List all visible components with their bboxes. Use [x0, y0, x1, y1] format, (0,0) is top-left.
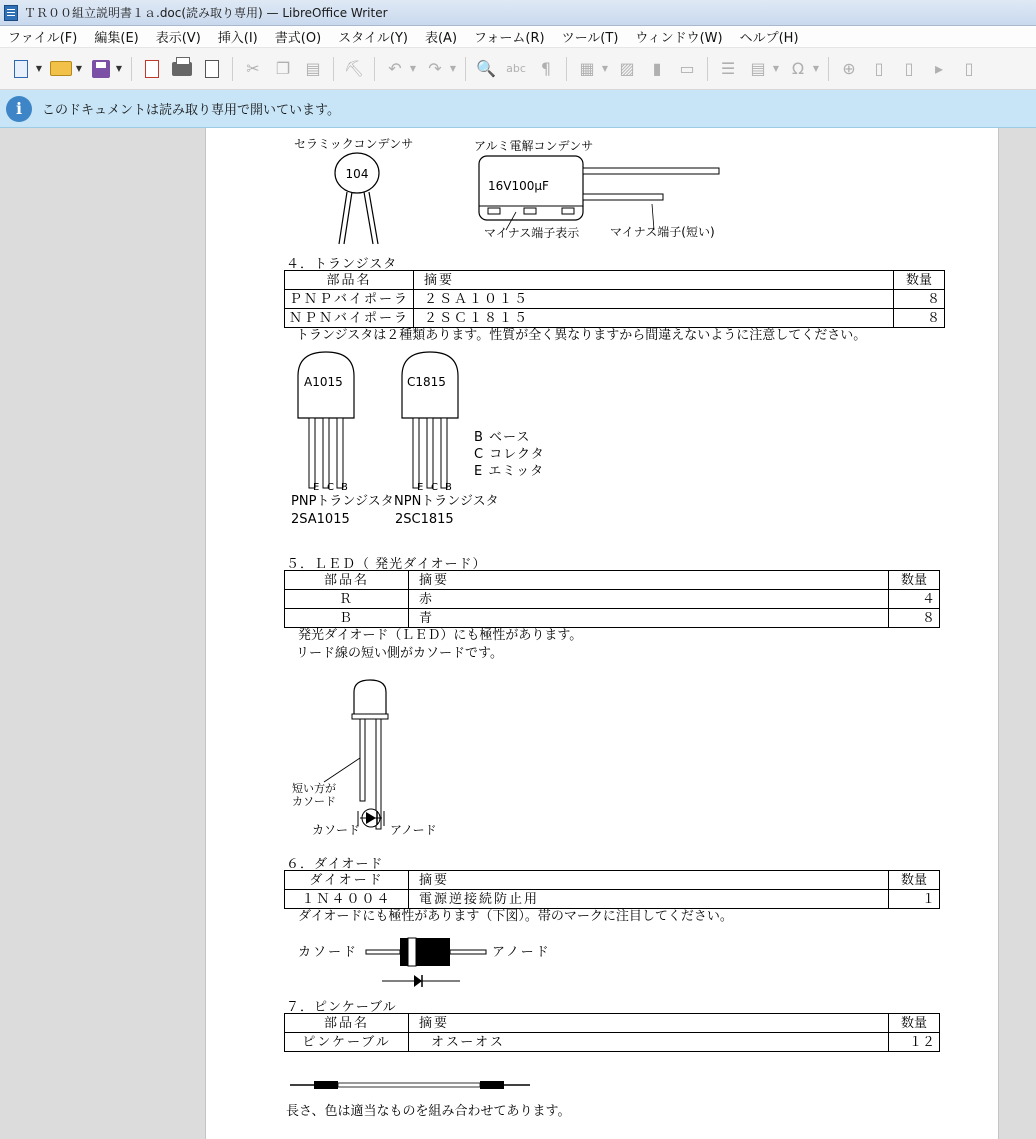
insert-page-break-icon[interactable]: ☰ [720, 59, 736, 78]
transistor-table [284, 270, 945, 328]
table-cell: １２ [889, 1033, 940, 1052]
insert-table-icon[interactable]: ▦ [579, 59, 595, 78]
undo-icon[interactable]: ↶ [388, 59, 402, 78]
table-header-row [285, 571, 940, 590]
export-pdf-icon[interactable] [141, 58, 163, 80]
table-header-cell: 摘要 [409, 1014, 889, 1033]
pin-cable-drawing [290, 1078, 534, 1092]
section6-heading: ６．ダイオード [286, 857, 384, 872]
table-header-cell: 部品名 [285, 571, 409, 590]
table-cell: １ [889, 890, 940, 909]
diode-note: ダイオードにも極性があります（下図）。帯のマークに注目してください。 [298, 909, 733, 924]
diode-cathode-label: カソード [298, 945, 359, 960]
spelling-icon[interactable]: abc [506, 62, 526, 75]
undo-dropdown-icon[interactable]: ▼ [409, 64, 417, 73]
menu-window[interactable]: ウィンドウ(W) [635, 31, 723, 46]
table-cell: ピンケーブル [285, 1033, 409, 1052]
menu-form[interactable]: フォーム(R) [474, 31, 545, 46]
section7-heading: ７．ピンケーブル [286, 1000, 397, 1015]
standard-toolbar [0, 48, 1036, 90]
electrolytic-capacitor-label: アルミ電解コンデンサ [474, 139, 594, 153]
menu-edit[interactable]: 編集(E) [94, 31, 139, 46]
find-replace-icon[interactable]: 🔍 [476, 59, 496, 78]
pin-legend-emitter: E エミッタ [474, 464, 545, 479]
npn-marking: C1815 [407, 375, 446, 389]
toolbar-separator [828, 57, 829, 81]
menu-help[interactable]: ヘルプ(H) [739, 31, 799, 46]
pin-letter: E [417, 482, 424, 493]
table-row [285, 290, 945, 309]
led-short-lead-label-1: 短い方が [292, 782, 336, 795]
table-header-cell: 摘要 [409, 871, 889, 890]
readonly-message: このドキュメントは読み取り専用で開いています。 [42, 103, 340, 118]
pin-letter: B [341, 482, 348, 493]
table-cell: オスーオス [409, 1033, 889, 1052]
npn-part-number: 2SC1815 [395, 512, 454, 527]
led-note-polarity: 発光ダイオード（ＬＥＤ）にも極性があります。 [298, 628, 583, 643]
toolbar-separator [232, 57, 233, 81]
paste-icon[interactable]: ▤ [305, 59, 321, 78]
menu-format[interactable]: 書式(O) [274, 31, 322, 46]
table-cell: ８ [889, 609, 940, 628]
table-header-row [285, 871, 940, 890]
table-header-cell: 摘要 [414, 271, 894, 290]
pnp-transistor-drawing [294, 350, 358, 492]
open-dropdown-icon[interactable]: ▼ [75, 64, 83, 73]
table-header-cell: 数量 [889, 871, 940, 890]
electrolytic-capacitor-value: 16V100μF [488, 179, 549, 193]
led-cathode-label: カソード [312, 823, 361, 837]
redo-icon[interactable]: ↷ [428, 59, 442, 78]
led-short-lead-label-2: カソード [292, 795, 336, 808]
diode-anode-label: アノード [492, 945, 551, 960]
table-header-cell: 部品名 [285, 1014, 409, 1033]
menu-view[interactable]: 表示(V) [155, 31, 201, 46]
npn-caption: NPNトランジスタ [394, 494, 499, 509]
table-cell: 青 [409, 609, 889, 628]
section5-heading: ５．ＬＥＤ（ 発光ダイオード） [286, 557, 487, 572]
insert-textbox-icon[interactable]: ▭ [679, 59, 695, 78]
led-note-cathode: リード線の短い側がカソードです。 [296, 646, 503, 661]
open-folder-icon[interactable] [50, 58, 72, 80]
document-workspace[interactable] [0, 128, 1036, 1139]
save-icon[interactable] [90, 58, 112, 80]
window-title: ＴＲ００組立説明書１ａ.doc(読み取り専用) — LibreOffice Writer [24, 6, 388, 20]
table-header-cell: 数量 [889, 571, 940, 590]
pin-legend-collector: C コレクタ [474, 447, 545, 462]
menu-file[interactable]: ファイル(F) [8, 31, 78, 46]
insert-endnote-icon[interactable]: ▯ [904, 59, 914, 78]
new-document-icon[interactable] [10, 58, 32, 80]
clone-formatting-icon[interactable]: ⛏ [343, 59, 365, 78]
insert-image-icon[interactable]: ▨ [619, 59, 635, 78]
toolbar-separator [707, 57, 708, 81]
toolbar-separator [131, 57, 132, 81]
ceramic-capacitor-drawing [326, 152, 386, 247]
table-cell: ２ＳＣ１８１５ [414, 309, 894, 328]
table-cell: ４ [889, 590, 940, 609]
document-page[interactable] [205, 128, 999, 1139]
pin-cable-note: 長さ、色は適当なものを組み合わせてあります。 [286, 1104, 571, 1119]
ceramic-capacitor-value: 104 [345, 167, 369, 181]
diode-drawing [364, 936, 494, 992]
new-dropdown-icon[interactable]: ▼ [35, 64, 43, 73]
led-drawing [286, 676, 446, 844]
writer-app-icon [4, 5, 18, 21]
toolbar-separator [374, 57, 375, 81]
title-bar [0, 0, 1036, 26]
table-header-cell: 数量 [889, 1014, 940, 1033]
table-cell: ２ＳＡ１０１５ [414, 290, 894, 309]
table-header-row [285, 271, 945, 290]
table-cell: Ｒ [285, 590, 409, 609]
pin-letter: C [431, 482, 438, 493]
print-icon[interactable] [171, 58, 193, 80]
field-dropdown-icon[interactable]: ▼ [772, 64, 780, 73]
table-row [285, 590, 940, 609]
table-header-row [285, 1014, 940, 1033]
table-cell: ８ [894, 290, 945, 309]
cut-icon[interactable]: ✂ [246, 59, 260, 78]
insert-cross-reference-icon[interactable]: ▯ [964, 59, 974, 78]
insert-footnote-icon[interactable]: ▯ [874, 59, 884, 78]
ceramic-capacitor-label: セラミックコンデンサ [294, 137, 414, 151]
insert-hyperlink-icon[interactable]: ⊕ [842, 59, 856, 78]
toolbar-separator [566, 57, 567, 81]
menu-tools[interactable]: ツール(T) [561, 31, 619, 46]
menu-bar [0, 26, 1036, 48]
table-header-cell: ダイオード [285, 871, 409, 890]
pnp-part-number: 2SA1015 [291, 512, 350, 527]
pin-letter: E [313, 482, 320, 493]
table-cell: ８ [894, 309, 945, 328]
menu-styles[interactable]: スタイル(Y) [338, 31, 408, 46]
pin-letter: B [445, 482, 452, 493]
table-header-cell: 数量 [894, 271, 945, 290]
copy-icon[interactable]: ❐ [275, 59, 291, 78]
minus-lead-label: マイナス端子(短い) [610, 225, 715, 239]
insert-chart-icon[interactable]: ▮ [652, 59, 662, 78]
table-dropdown-icon[interactable]: ▼ [601, 64, 609, 73]
table-row [285, 1033, 940, 1052]
table-row [285, 309, 945, 328]
menu-table[interactable]: 表(A) [424, 31, 458, 46]
insert-bookmark-icon[interactable]: ▸ [934, 59, 944, 78]
readonly-infobar [0, 90, 1036, 128]
redo-dropdown-icon[interactable]: ▼ [449, 64, 457, 73]
led-table [284, 570, 940, 628]
table-row [285, 609, 940, 628]
transistor-note: トランジスタは２種類あります。性質が全く異なりますから間違えないように注意してください。 [296, 328, 867, 343]
pin-cable-table [284, 1013, 940, 1052]
section4-heading: ４．トランジスタ [286, 257, 398, 272]
toolbar-separator [465, 57, 466, 81]
table-cell: 電源逆接続防止用 [409, 890, 889, 909]
led-anode-label: アノード [390, 823, 437, 837]
special-character-dropdown-icon[interactable]: ▼ [812, 64, 820, 73]
minus-marking-label: マイナス端子表示 [484, 226, 580, 240]
print-preview-icon[interactable] [201, 58, 223, 80]
menu-insert[interactable]: 挿入(I) [217, 31, 258, 46]
pin-letter: C [327, 482, 334, 493]
toolbar-separator [333, 57, 334, 81]
table-cell: ＰＮＰバイポーラ [285, 290, 414, 309]
pnp-marking: A1015 [304, 375, 343, 389]
npn-transistor-drawing [398, 350, 462, 492]
pin-legend-base: B ベース [474, 430, 531, 445]
formatting-marks-icon[interactable]: ¶ [540, 59, 552, 78]
diode-table [284, 870, 940, 909]
table-row [285, 890, 940, 909]
table-cell: Ｂ [285, 609, 409, 628]
table-cell: ＮＰＮバイポーラ [285, 309, 414, 328]
insert-field-icon[interactable]: ▤ [750, 59, 766, 78]
table-header-cell: 部品名 [285, 271, 414, 290]
table-cell: 赤 [409, 590, 889, 609]
info-icon: i [6, 96, 32, 122]
table-header-cell: 摘要 [409, 571, 889, 590]
save-dropdown-icon[interactable]: ▼ [115, 64, 123, 73]
special-character-icon[interactable]: Ω [791, 59, 805, 78]
table-cell: １Ｎ４００４ [285, 890, 409, 909]
pnp-caption: PNPトランジスタ [291, 494, 394, 509]
